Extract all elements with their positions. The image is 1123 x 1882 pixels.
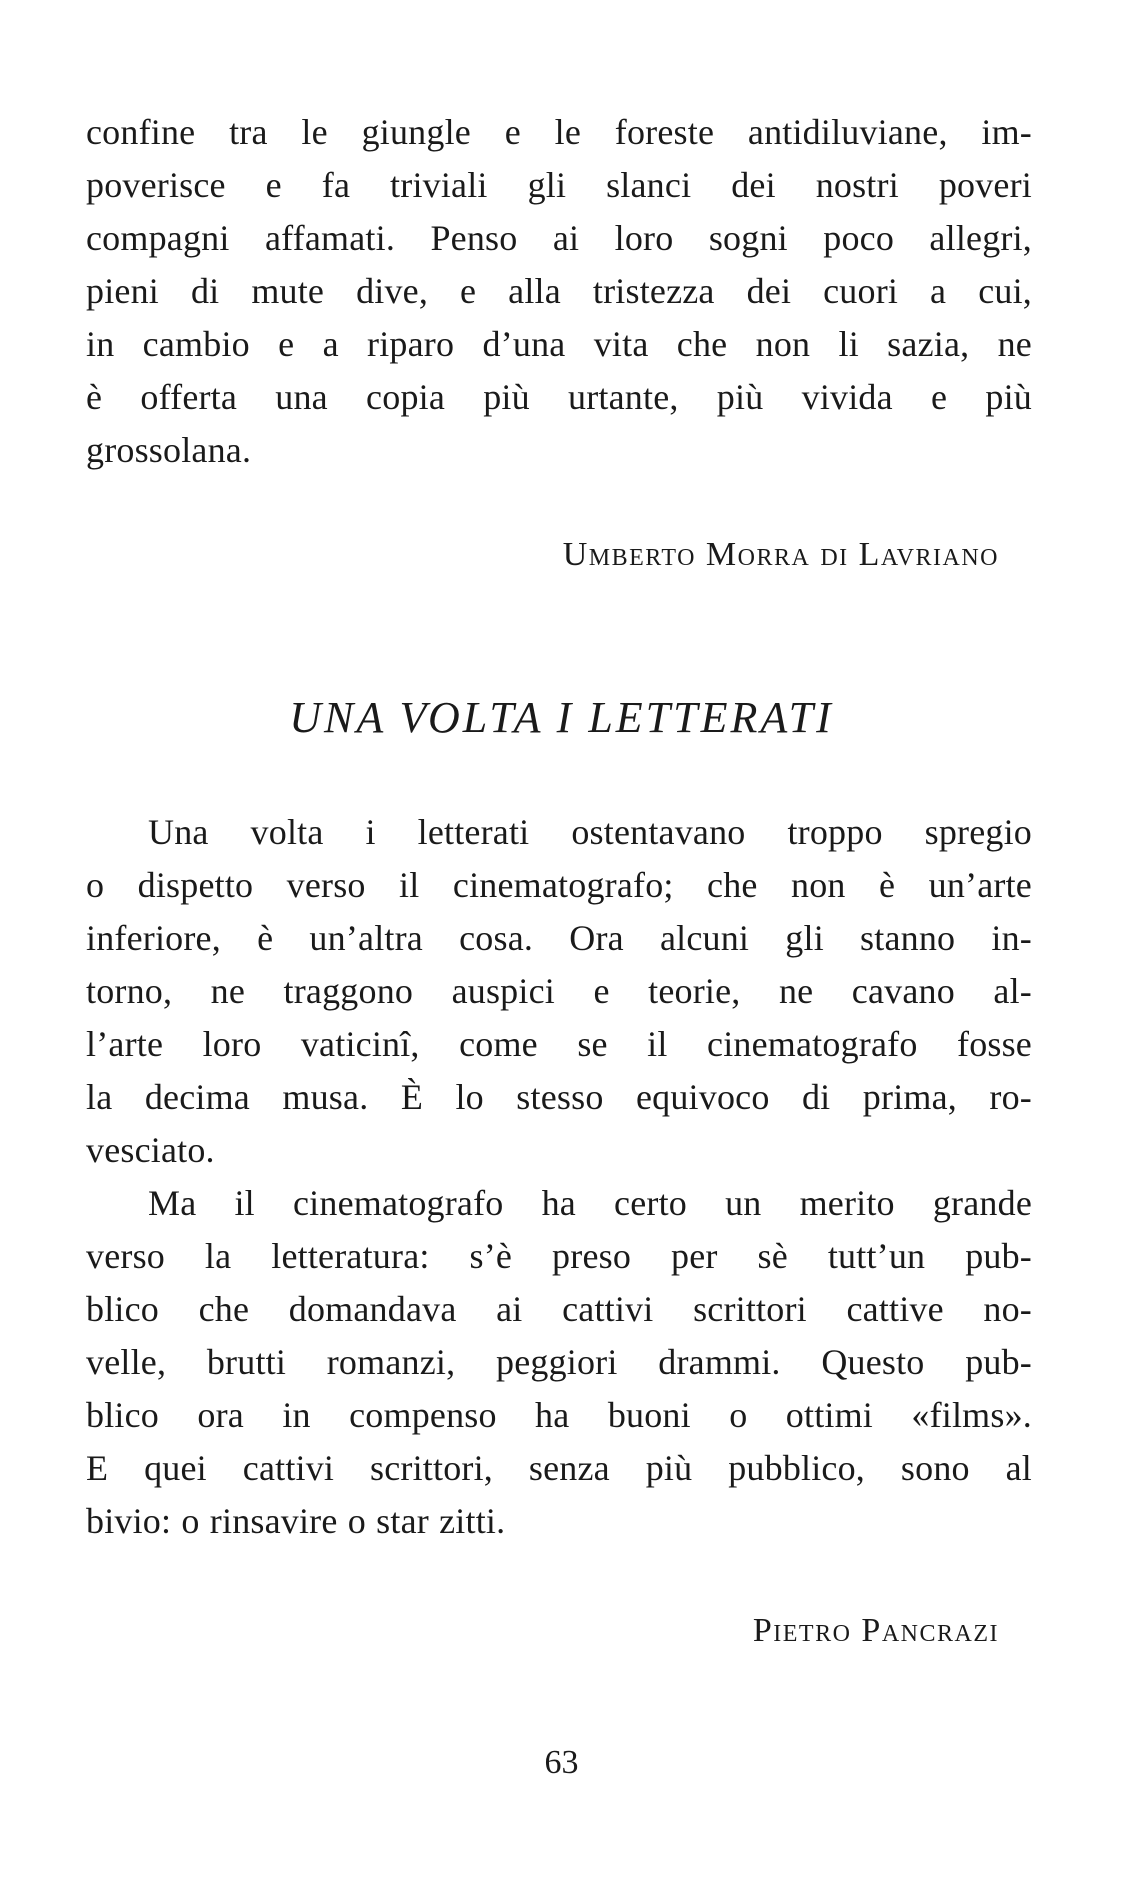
- paragraph-continuation: [86, 106, 1032, 477]
- text-line: la decima musa. È lo stesso equivoco di prima, ro-: [86, 1077, 1032, 1117]
- text-line: blico ora in compenso ha buoni o ottimi «films».: [86, 1395, 1032, 1435]
- text-line: velle, brutti romanzi, peggiori drammi. Questo pub-: [86, 1342, 1032, 1382]
- text-line: in cambio e a riparo d’una vita che non li sazia, ne: [86, 324, 1032, 364]
- text-line: l’arte loro vaticinî, come se il cinematografo fosse: [86, 1024, 1032, 1064]
- author-signature-pancrazi: Pietro Pancrazi: [752, 1612, 999, 1649]
- text-line: pieni di mute dive, e alla tristezza dei cuori a cui,: [86, 271, 1032, 311]
- text-line: grossolana.: [86, 430, 252, 470]
- text-line: inferiore, è un’altra cosa. Ora alcuni gli stanno in-: [86, 918, 1032, 958]
- paragraph-merit: [86, 1177, 1032, 1548]
- text-line: Una volta i letterati ostentavano troppo spregio: [148, 812, 1032, 852]
- author-signature-morra: Umberto Morra di Lavriano: [562, 536, 999, 573]
- section-title: UNA VOLTA I LETTERATI: [289, 693, 834, 742]
- page-number: 63: [544, 1744, 579, 1781]
- text-line: è offerta una copia più urtante, più vivida e più: [86, 377, 1032, 417]
- text-line: torno, ne traggono auspici e teorie, ne cavano al-: [86, 971, 1032, 1011]
- text-line: Ma il cinematografo ha certo un merito grande: [148, 1183, 1032, 1223]
- text-line: bivio: o rinsavire o star zitti.: [86, 1501, 506, 1541]
- text-line: verso la letteratura: s’è preso per sè tutt’un pub-: [86, 1236, 1032, 1276]
- paragraph-intro: [86, 806, 1032, 1177]
- text-line: o dispetto verso il cinematografo; che non è un’arte: [86, 865, 1032, 905]
- text-line: compagni affamati. Penso ai loro sogni poco allegri,: [86, 218, 1032, 258]
- text-line: E quei cattivi scrittori, senza più pubblico, sono al: [86, 1448, 1032, 1488]
- text-line: blico che domandava ai cattivi scrittori cattive no-: [86, 1289, 1032, 1329]
- text-line: confine tra le giungle e le foreste antidiluviane, im-: [86, 112, 1032, 152]
- text-line: poverisce e fa triviali gli slanci dei nostri poveri: [86, 165, 1032, 205]
- text-line: vesciato.: [86, 1130, 215, 1170]
